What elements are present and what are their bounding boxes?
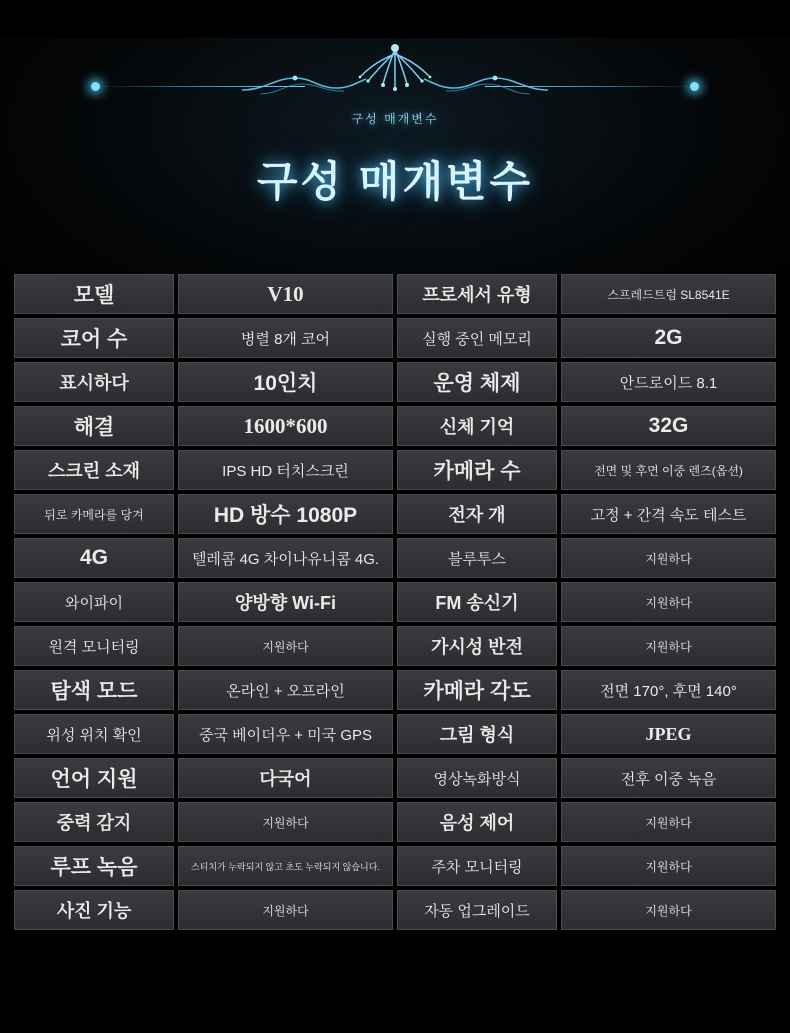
table-row [14,890,776,930]
table-row [14,582,776,622]
table-row [14,758,776,798]
spec-label-left: 코어 수 [14,318,174,358]
header-subtitle: 구성 매개변수 [351,112,439,126]
spec-label-left: 위성 위치 확인 [14,714,174,754]
spec-value-right: 지원하다 [561,626,776,666]
spec-label-left: 와이파이 [14,582,174,622]
spec-value-left: 병렬 8개 코어 [178,318,393,358]
spec-value-left: 10인치 [178,362,393,402]
spec-label-left: 중력 감지 [14,802,174,842]
spec-value-right: 지원하다 [561,890,776,930]
spec-label-left: 4G [14,538,174,578]
table-row [14,318,776,358]
spec-label-right: 가시성 반전 [397,626,557,666]
specification-table [10,270,780,934]
spec-value-right: 32G [561,406,776,446]
table-row [14,406,776,446]
spec-value-right: 지원하다 [561,538,776,578]
spec-label-right: 영상녹화방식 [397,758,557,798]
spec-label-right: 운영 체제 [397,362,557,402]
spec-value-left: V10 [178,274,393,314]
spec-value-left: IPS HD 터치스크린 [178,450,393,490]
spec-label-right: 실행 중인 메모리 [397,318,557,358]
table-row [14,494,776,534]
spec-label-left: 스크린 소재 [14,450,174,490]
ornament-flourish-center-icon [335,40,455,106]
spec-label-right: 프로세서 유형 [397,274,557,314]
spec-label-right: 자동 업그레이드 [397,890,557,930]
spec-value-left: 텔레콤 4G 차이나유니콤 4G. [178,538,393,578]
spec-label-right: 카메라 각도 [397,670,557,710]
table-row [14,274,776,314]
page-title: 구성 매개변수 [256,158,534,205]
spec-label-right: 블루투스 [397,538,557,578]
spec-value-left: 지원하다 [178,890,393,930]
table-row [14,450,776,490]
spec-label-right: 그림 형식 [397,714,557,754]
table-row [14,802,776,842]
spec-label-right: 주차 모니터링 [397,846,557,886]
specification-table-body [14,274,776,930]
table-row [14,846,776,886]
spec-value-right: 지원하다 [561,802,776,842]
spec-label-right: 음성 제어 [397,802,557,842]
header-ornament [85,38,705,108]
spec-value-right: JPEG [561,714,776,754]
spec-value-right: 전면 및 후면 이중 렌즈(옵션) [561,450,776,490]
spec-label-left: 표시하다 [14,362,174,402]
spec-value-left: 중국 베이더우 + 미국 GPS [178,714,393,754]
spec-label-right: 카메라 수 [397,450,557,490]
spec-value-left: 지원하다 [178,802,393,842]
table-row [14,670,776,710]
spec-value-left: 다국어 [178,758,393,798]
spec-label-left: 모델 [14,274,174,314]
spec-label-left: 해결 [14,406,174,446]
spec-value-right: 전면 170°, 후면 140° [561,670,776,710]
spec-value-right: 2G [561,318,776,358]
spec-value-right: 고정 + 간격 속도 테스트 [561,494,776,534]
page-header [0,38,790,256]
table-row [14,626,776,666]
spec-label-right: FM 송신기 [397,582,557,622]
spec-value-right: 전후 이중 녹음 [561,758,776,798]
spec-label-left: 사진 기능 [14,890,174,930]
spec-label-left: 언어 지원 [14,758,174,798]
table-row [14,538,776,578]
spec-value-right: 지원하다 [561,582,776,622]
spec-label-left: 루프 녹음 [14,846,174,886]
spec-label-right: 전자 개 [397,494,557,534]
spec-label-left: 탐색 모드 [14,670,174,710]
spec-value-left: 지원하다 [178,626,393,666]
spec-value-left: 온라인 + 오프라인 [178,670,393,710]
spec-value-left: 양방향 Wi-Fi [178,582,393,622]
spec-label-left: 뒤로 카메라를 당겨 [14,494,174,534]
spec-label-right: 신체 기억 [397,406,557,446]
table-row [14,362,776,402]
spec-value-right: 안드로이드 8.1 [561,362,776,402]
spec-label-left: 원격 모니터링 [14,626,174,666]
spec-value-right: 스프레드트럼 SL8541E [561,274,776,314]
spec-value-left: 1600*600 [178,406,393,446]
table-row [14,714,776,754]
spec-value-right: 지원하다 [561,846,776,886]
spec-value-left: 스티치가 누락되지 않고 초도 누락되지 않습니다. [178,846,393,886]
spec-value-left: HD 방수 1080P [178,494,393,534]
